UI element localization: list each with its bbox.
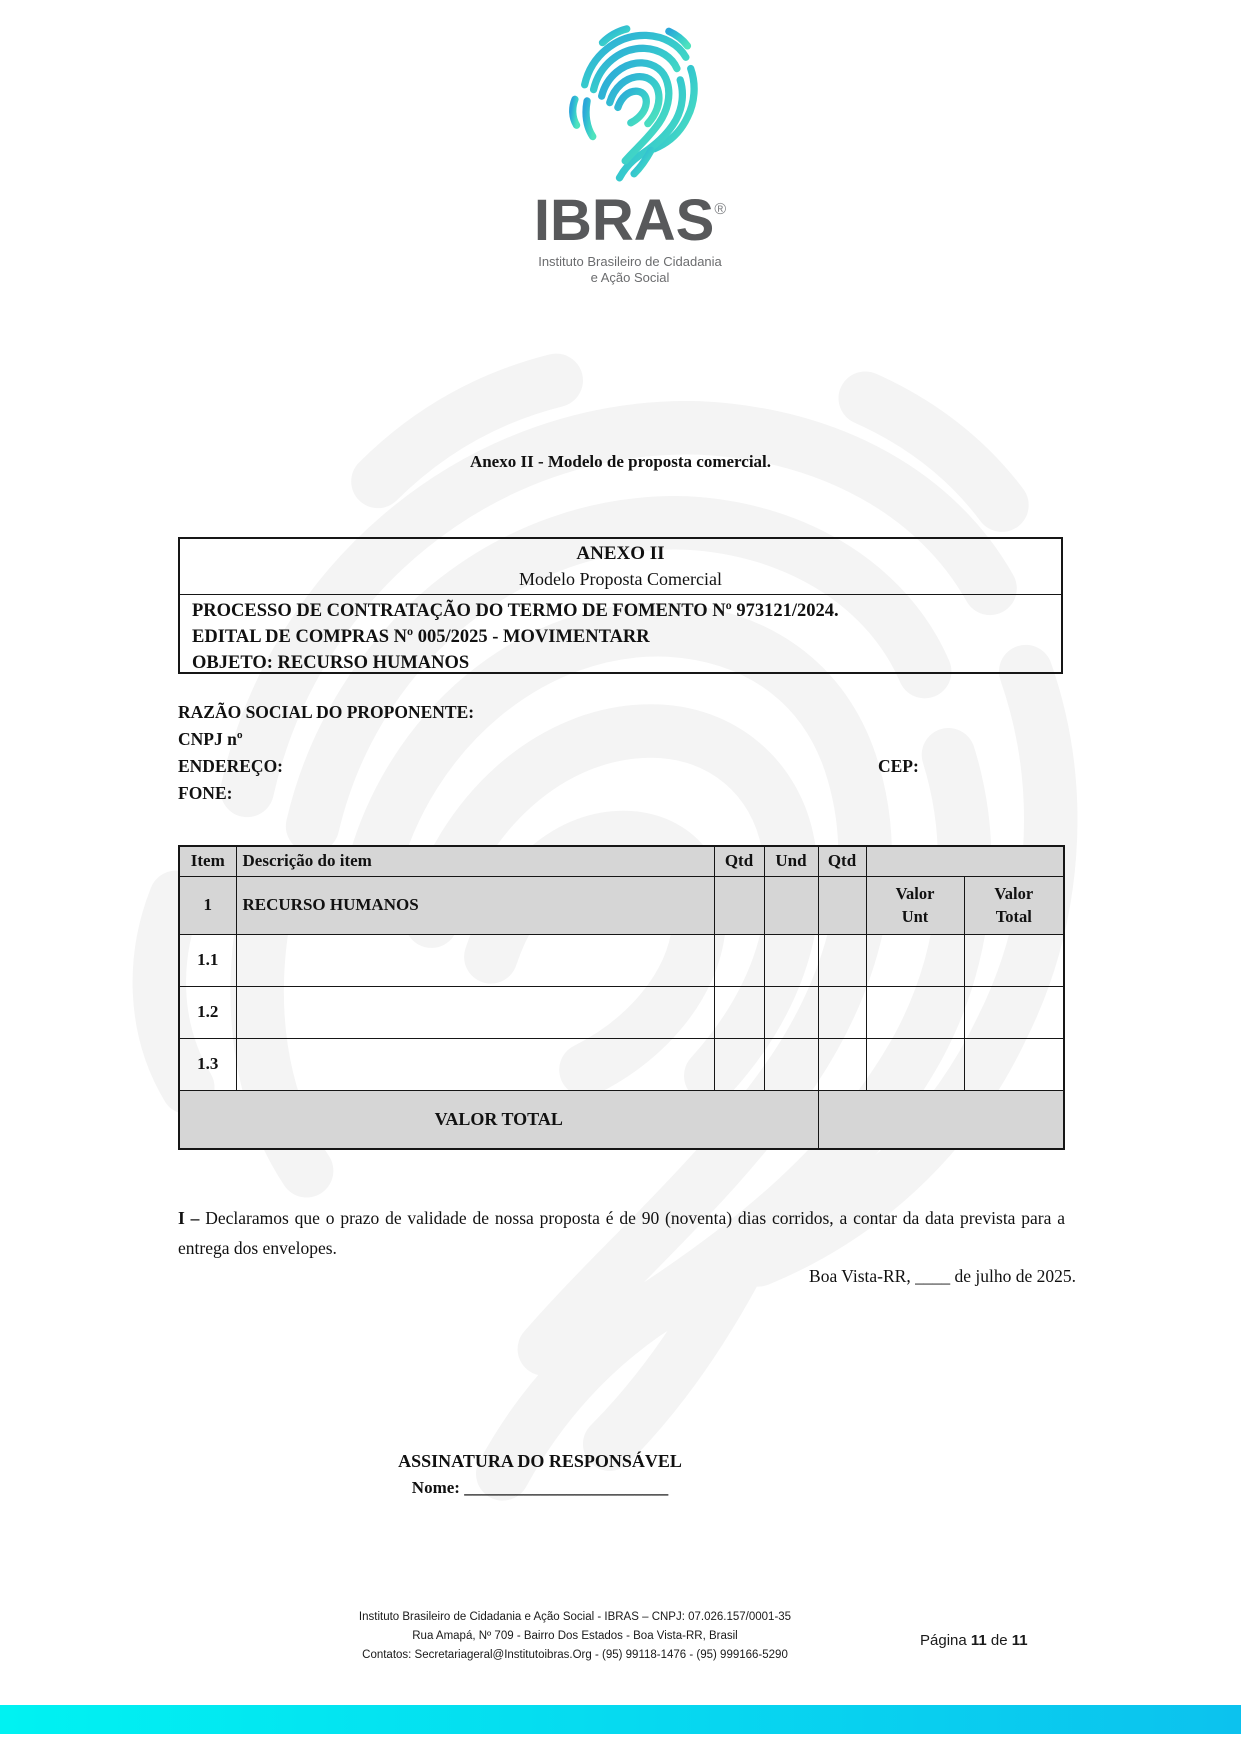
valor-total-label: VALOR TOTAL (179, 1090, 818, 1149)
edital-line: EDITAL DE COMPRAS Nº 005/2025 - MOVIMENTARR (192, 627, 650, 647)
item-description-cell (236, 986, 714, 1038)
name-label: Nome: (411, 1478, 460, 1497)
footer-institution-info (330, 1608, 820, 1665)
razao-social-label: RAZÃO SOCIAL DO PROPONENTE: (178, 702, 475, 722)
ibras-logo (500, 20, 760, 286)
col-header-qtd2: Qtd (818, 846, 866, 876)
signature-block (300, 1448, 780, 1502)
group-und-cell (764, 876, 818, 934)
valor-total-value-cell (818, 1090, 1064, 1149)
header-box (178, 537, 1063, 674)
proposal-table (178, 845, 1063, 1150)
valor-total-header: Valor Total (964, 876, 1064, 934)
item-number: 1.1 (179, 934, 236, 986)
item-number: 1.3 (179, 1038, 236, 1090)
item-number: 1.2 (179, 986, 236, 1038)
endereco-label: ENDEREÇO: (178, 756, 284, 776)
col-header-qtd1: Qtd (714, 846, 764, 876)
group-qtd2-cell (818, 876, 866, 934)
group-description: RECURSO HUMANOS (236, 876, 714, 934)
item-description-cell (236, 934, 714, 986)
footer-line1: Instituto Brasileiro de Cidadania e Ação Social - IBRAS – CNPJ: 07.026.157/0001-35 (358, 1611, 792, 1623)
cep-label: CEP: (878, 756, 919, 776)
col-header-blank (866, 846, 1064, 876)
logo-subtitle-line2: e Ação Social (590, 270, 670, 285)
valor-unt-header: Valor Unt (866, 876, 964, 934)
cnpj-label: CNPJ nº (178, 729, 243, 749)
objeto-line: OBJETO: RECURSO HUMANOS (192, 653, 470, 673)
col-header-und: Und (764, 846, 818, 876)
process-line: PROCESSO DE CONTRATAÇÃO DO TERMO DE FOMENTO Nº 973121/2024. (192, 601, 839, 621)
brand-name: IBRAS® (533, 188, 727, 253)
col-header-descricao: Descrição do item (236, 846, 714, 876)
declaration-text: Declaramos que o prazo de validade de nossa proposta é de 90 (noventa) dias corridos, a contar da data prevista para a entrega dos envelopes. (178, 1208, 1066, 1258)
table-row (179, 1038, 1064, 1090)
footer-line3: Contatos: Secretariageral@Institutoibras.Org - (95) 99118-1476 - (95) 999166-5290 (362, 1649, 788, 1661)
name-underline: ________________________ (464, 1478, 669, 1497)
city-date-line: Boa Vista-RR, ____ de julho de 2025. (809, 1266, 1076, 1286)
table-row (179, 934, 1064, 986)
declaration-prefix: I – (178, 1208, 200, 1228)
annex-subheading: Modelo Proposta Comercial (519, 569, 722, 589)
document-title: Anexo II - Modelo de proposta comercial. (469, 452, 772, 471)
annex-heading: ANEXO II (576, 543, 665, 564)
item-description-cell (236, 1038, 714, 1090)
page-number: Página 11 de 11 (920, 1632, 1028, 1649)
validity-declaration (178, 1203, 1065, 1263)
logo-subtitle-line1: Instituto Brasileiro de Cidadania (538, 254, 722, 269)
proponent-block (178, 699, 1063, 807)
col-header-item: Item (179, 846, 236, 876)
fone-label: FONE: (178, 783, 233, 803)
brazil-fingerprint-icon (557, 20, 703, 190)
signature-heading: ASSINATURA DO RESPONSÁVEL (398, 1451, 682, 1471)
footer-line2: Rua Amapá, Nº 709 - Bairro Dos Estados - Boa Vista-RR, Brasil (412, 1630, 738, 1642)
group-item-number: 1 (179, 876, 236, 934)
registered-mark: ® (714, 201, 727, 218)
table-row (179, 986, 1064, 1038)
bottom-accent-bar (0, 1705, 1241, 1734)
group-qtd1-cell (714, 876, 764, 934)
